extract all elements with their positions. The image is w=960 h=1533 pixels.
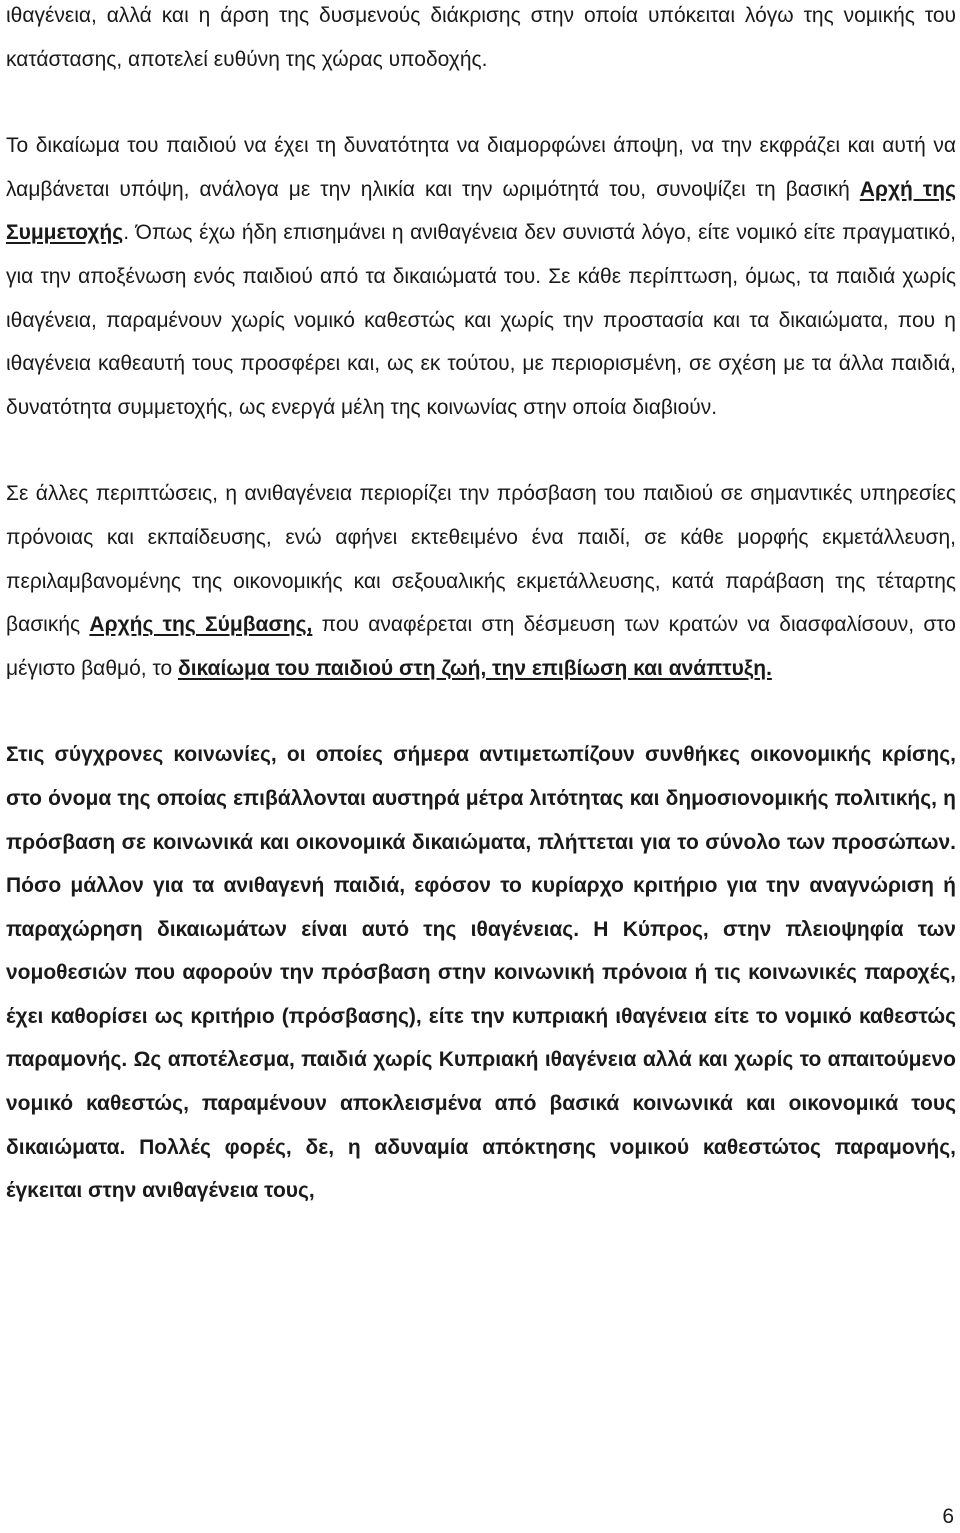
paragraph-1	[6, 0, 956, 81]
paragraph-2-text-a: Το δικαίωμα του παιδιού να έχει τη δυνατότητα να διαμορφώνει άποψη, να την εκφράζει και αυτή να λαμβάνεται υπόψη, ανάλογα με την ηλικία και την ωριμότητά του, συνοψίζει τη βασική	[6, 134, 956, 201]
paragraph-spacer	[6, 81, 956, 124]
paragraph-4-text: Στις σύγχρονες κοινωνίες, οι οποίες σήμερα αντιμετωπίζουν συνθήκες οικονομικής κρίσης, στο όνομα της οποίας επιβάλλονται αυστηρά μέτρα λιτότητας και δημοσιονομικής πολιτικής, η πρόσβαση σε κοινωνικά και οικονομικά δικαιώματα, πλήττεται για το σύνολο των προσώπων. Πόσο μάλλον για τα ανιθαγενή παιδιά, εφόσον το κυρίαρχο κριτήριο για την αναγνώριση ή παραχώρηση δικαιωμάτων είναι αυτό της ιθαγένειας. Η Κύπρος, στην πλειοψηφία των νομοθεσιών που αφορούν την πρόσβαση στην κοινωνική πρόνοια ή τις κοινωνικές παροχές, έχει καθορίσει ως κριτήριο (πρόσβασης), είτε την κυπριακή ιθαγένεια είτε το νομικό καθεστώς παραμονής. Ως αποτέλεσμα, παιδιά χωρίς Κυπριακή ιθαγένεια αλλά και χωρίς το απαιτούμενο νομικό καθεστώς, παραμένουν αποκλεισμένα από βασικά κοινωνικά και οικονομικά τους δικαιώματα. Πολλές φορές, δε, η αδυναμία απόκτησης νομικού καθεστώτος παραμονής, έγκειται στην ανιθαγένεια τους,	[6, 743, 956, 1203]
page-number: 6	[942, 1505, 954, 1528]
right-to-life-term: δικαίωμα του παιδιού στη ζωή, την επιβίωση και ανάπτυξη.	[177, 656, 772, 680]
paragraph-3	[6, 472, 956, 690]
paragraph-1-text: ιθαγένεια, αλλά και η άρση της δυσμενούς διάκρισης στην οποία υπόκειται λόγω της νομικής του κατάστασης, αποτελεί ευθύνη της χώρας υποδοχής.	[6, 4, 956, 71]
paragraph-spacer	[6, 690, 956, 733]
paragraph-3-text-b: που αναφέρεται στη δέσμευση των κρατών να διασφαλίσουν, στο μέγιστο βαθμό, το	[6, 613, 956, 680]
document-page	[6, 0, 956, 1213]
paragraph-2-text-b: . Όπως έχω ήδη επισημάνει η ανιθαγένεια δεν συνιστά λόγο, είτε νομικό είτε πραγματικό, για την αποξένωση ενός παιδιού από τα δικαιώματά του. Σε κάθε περίπτωση, όμως, τα παιδιά χωρίς ιθαγένεια, παραμένουν χωρίς νομικό καθεστώς και χωρίς την προστασία και τα δικαιώματα, που η ιθαγένεια καθεαυτή τους προσφέρει και, ως εκ τούτου, με περιορισμένη, σε σχέση με τα άλλα παιδιά, δυνατότητα συμμετοχής, ως ενεργά μέλη της κοινωνίας στην οποία διαβιούν.	[6, 221, 956, 419]
paragraph-4	[6, 733, 956, 1213]
paragraph-3-text-a: Σε άλλες περιπτώσεις, η ανιθαγένεια περιορίζει την πρόσβαση του παιδιού σε σημαντικές υπηρεσίες πρόνοιας και εκπαίδευσης, ενώ αφήνει εκτεθειμένο ένα παιδί, σε κάθε μορφής εκμετάλλευση, περιλαμβανομένης της οικονομικής και σεξουαλικής εκμετάλλευσης, κατά παράβαση της τέταρτης βασικής	[6, 482, 956, 637]
paragraph-2	[6, 124, 956, 429]
paragraph-spacer	[6, 429, 956, 472]
principle-of-participation-term: Αρχή της Συμμετοχής	[6, 177, 956, 245]
convention-principle-term: Αρχής της Σύμβασης,	[89, 613, 313, 637]
